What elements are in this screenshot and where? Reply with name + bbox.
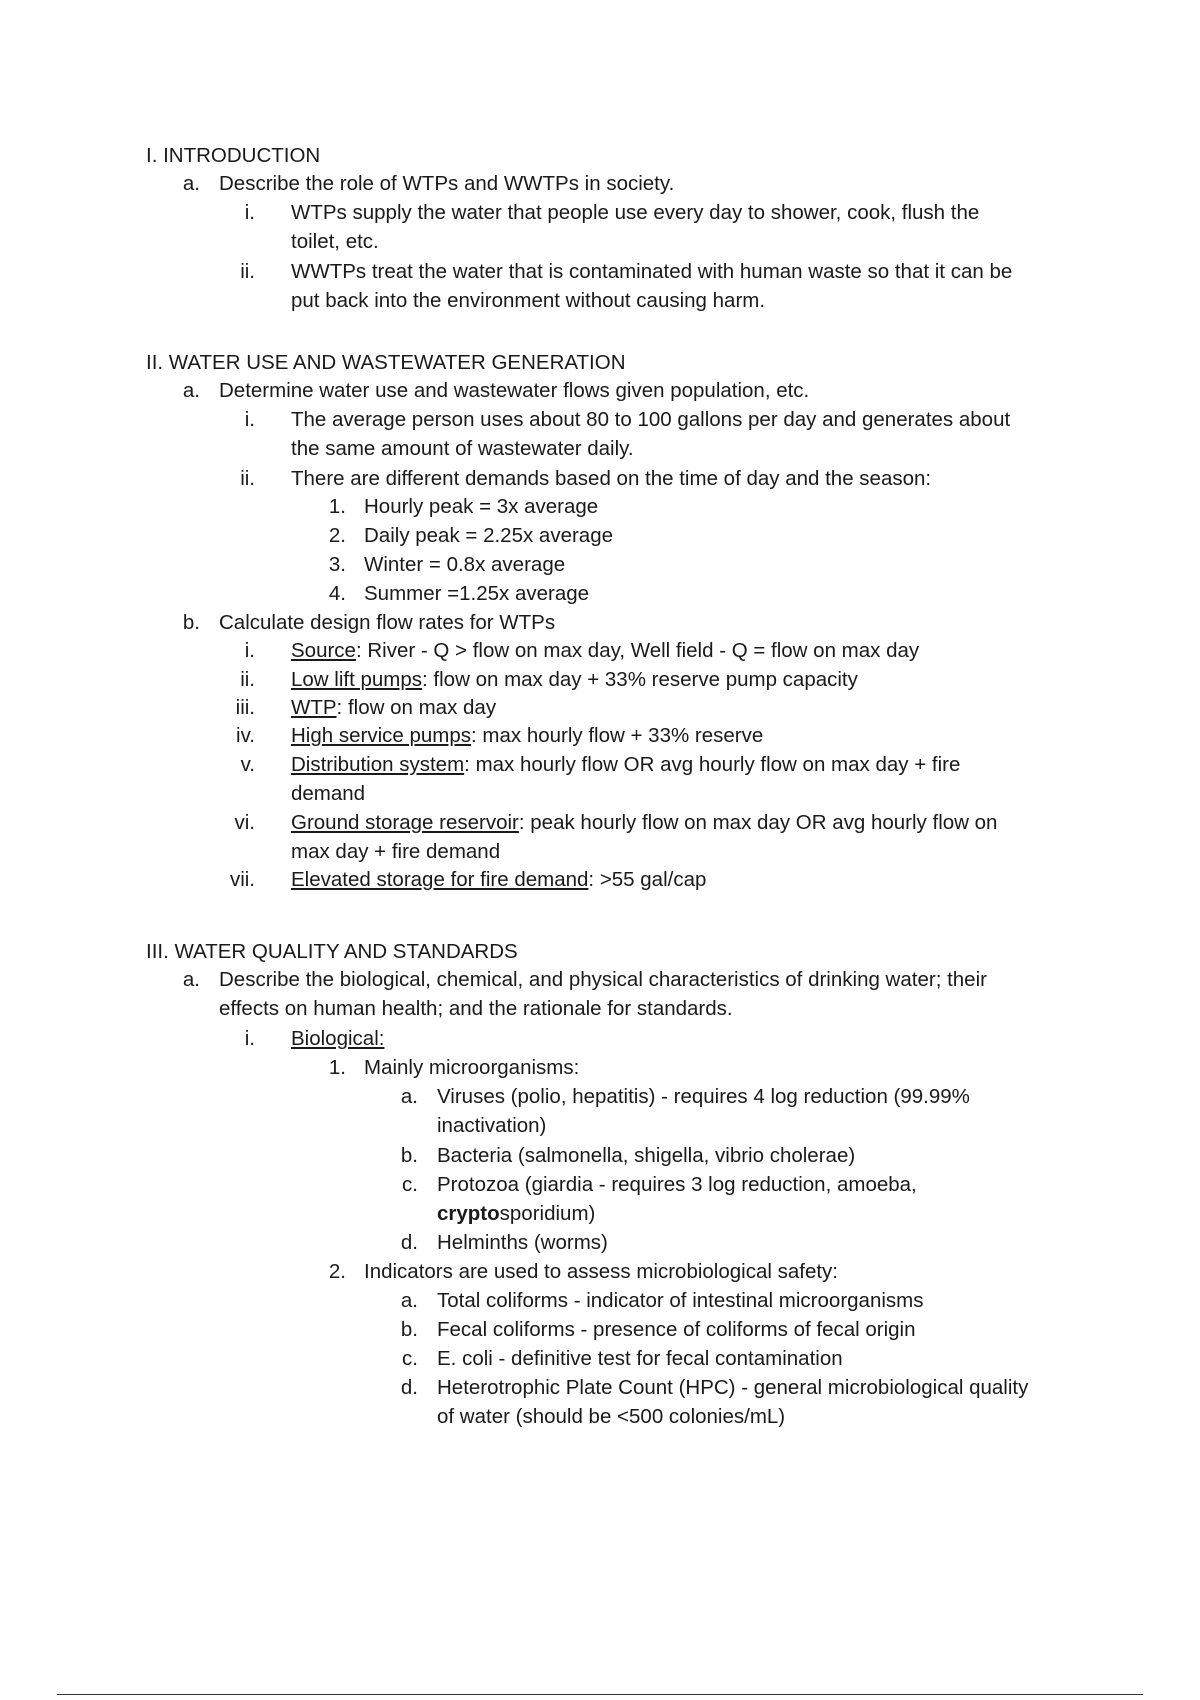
list-item-text <box>364 526 613 547</box>
list-item-text <box>437 1146 855 1167</box>
list-item-line: Mainly microorganisms: <box>364 1056 580 1079</box>
list-item-text <box>219 970 987 991</box>
list-item-text <box>437 1378 1028 1399</box>
list-marker: 3. <box>328 553 346 576</box>
list-item-line: : max hourly flow + 33% reserve <box>471 724 764 747</box>
list-item-text <box>291 262 1012 283</box>
list-item-text <box>219 613 555 634</box>
list-marker: a. <box>400 1085 418 1108</box>
term-label: Ground storage reservoir <box>291 811 519 834</box>
list-item-line: Heterotrophic Plate Count (HPC) - general microbiological quality <box>437 1376 1029 1399</box>
list-marker: vii. <box>229 868 255 891</box>
list-item-line: : peak hourly flow on max day OR avg hourly flow on <box>518 811 998 834</box>
list-marker: iii. <box>235 696 255 719</box>
list-item-line: Protozoa (giardia - requires 3 log reduction, amoeba, <box>437 1173 917 1196</box>
list-marker: a. <box>182 172 200 195</box>
list-item-text <box>291 1029 384 1050</box>
list-marker: c. <box>402 1173 418 1196</box>
list-item-text <box>291 203 979 224</box>
list-item-text <box>291 839 501 863</box>
list-item-text <box>291 436 634 460</box>
list-item-line: Indicators are used to assess microbiological safety: <box>364 1260 839 1283</box>
list-item-text <box>291 469 931 490</box>
list-marker: 2. <box>328 1260 346 1283</box>
list-marker: a. <box>182 379 200 402</box>
term-label: Source <box>291 639 356 662</box>
list-marker: i. <box>244 1027 255 1050</box>
list-item-line: inactivation) <box>437 1113 547 1137</box>
list-item-text <box>219 381 809 402</box>
list-item-text <box>291 813 997 834</box>
list-item-line: Winter = 0.8x average <box>364 553 566 576</box>
list-item-text <box>437 1404 786 1428</box>
list-marker: a. <box>182 968 200 991</box>
list-marker: 4. <box>328 582 346 605</box>
list-item-line: Bacteria (salmonella, shigella, vibrio cholerae) <box>437 1144 856 1167</box>
list-marker: 1. <box>328 1056 346 1079</box>
list-item-line: Summer =1.25x average <box>364 582 590 605</box>
list-item-text <box>291 288 766 312</box>
list-item-line: There are different demands based on the time of day and the season: <box>291 467 932 490</box>
term-label: Biological: <box>291 1027 385 1050</box>
list-item-text <box>437 1175 917 1196</box>
list-item-text <box>291 641 919 662</box>
term-label: Low lift pumps <box>291 668 423 691</box>
list-item-text <box>437 1349 843 1370</box>
list-item-line: toilet, etc. <box>291 229 379 253</box>
list-item-line: Fecal coliforms - presence of coliforms of fecal origin <box>437 1318 916 1341</box>
list-item-text <box>291 670 858 691</box>
list-marker: i. <box>244 639 255 662</box>
list-marker: v. <box>240 753 255 776</box>
section-heading: I. INTRODUCTION <box>146 144 321 167</box>
list-item-text <box>291 229 379 253</box>
list-item-line: : flow on max day + 33% reserve pump capacity <box>422 668 858 691</box>
list-item-text <box>364 497 598 518</box>
list-item-line: Determine water use and wastewater flows given population, etc. <box>219 379 810 402</box>
list-item-line: Calculate design flow rates for WTPs <box>219 611 556 634</box>
list-item-line: effects on human health; and the rationale for standards. <box>219 996 733 1020</box>
list-item-text <box>437 1201 596 1225</box>
list-item-line: sporidium) <box>499 1201 596 1225</box>
list-item-text <box>291 726 763 747</box>
list-marker: d. <box>400 1231 418 1254</box>
list-item-text <box>291 781 366 805</box>
list-marker: ii. <box>240 260 255 283</box>
list-item-line: demand <box>291 781 366 805</box>
list-item-line: : max hourly flow OR avg hourly flow on max day + fire <box>464 753 961 776</box>
list-item-line: : River - Q > flow on max day, Well field - Q = flow on max day <box>355 639 920 662</box>
list-marker: b. <box>400 1318 418 1341</box>
term-label: Elevated storage for fire demand <box>291 868 589 891</box>
bold-prefix: crypto <box>437 1201 500 1225</box>
list-marker: ii. <box>240 467 255 490</box>
list-marker: i. <box>244 408 255 431</box>
list-item-line: Describe the biological, chemical, and physical characteristics of drinking water; their <box>219 968 987 991</box>
list-item-line: WWTPs treat the water that is contaminated with human waste so that it can be <box>291 260 1013 283</box>
list-item-line: Daily peak = 2.25x average <box>364 524 614 547</box>
list-marker: b. <box>182 611 200 634</box>
list-item-line: E. coli - definitive test for fecal contamination <box>437 1347 843 1370</box>
list-item-text <box>364 555 565 576</box>
list-item-text <box>219 174 674 195</box>
list-item-line: Viruses (polio, hepatitis) - requires 4 log reduction (99.99% <box>437 1085 970 1108</box>
section-heading: III. WATER QUALITY AND STANDARDS <box>146 940 518 963</box>
list-item-line: : flow on max day <box>336 696 497 719</box>
list-item-line: Helminths (worms) <box>437 1231 608 1254</box>
list-marker: i. <box>244 201 255 224</box>
list-marker: a. <box>400 1289 418 1312</box>
list-item-line: Hourly peak = 3x average <box>364 495 599 518</box>
list-item-text <box>291 698 496 719</box>
list-item-text <box>437 1233 608 1254</box>
list-item-text <box>291 755 960 776</box>
list-item-text <box>364 1262 838 1283</box>
list-item-line: Total coliforms - indicator of intestinal microorganisms <box>437 1289 924 1312</box>
list-marker: d. <box>400 1376 418 1399</box>
list-item-line: : >55 gal/cap <box>588 868 707 891</box>
list-item-text <box>291 410 1010 431</box>
list-item-line: WTPs supply the water that people use every day to shower, cook, flush the <box>291 201 980 224</box>
list-marker: b. <box>400 1144 418 1167</box>
list-marker: iv. <box>236 724 255 747</box>
list-marker: 2. <box>328 524 346 547</box>
list-item-text <box>437 1320 916 1341</box>
section-heading: II. WATER USE AND WASTEWATER GENERATION <box>146 351 626 374</box>
list-item-text <box>364 1058 579 1079</box>
footer-rule <box>57 1694 1143 1695</box>
list-item-text <box>437 1291 923 1312</box>
list-item-line: put back into the environment without causing harm. <box>291 288 766 312</box>
term-label: High service pumps <box>291 724 472 747</box>
list-item-text <box>364 584 589 605</box>
list-item-line: Describe the role of WTPs and WWTPs in society. <box>219 172 675 195</box>
list-item-text <box>291 870 706 891</box>
list-item-line: of water (should be <500 colonies/mL) <box>437 1404 786 1428</box>
term-label: Distribution system <box>291 753 465 776</box>
list-item-text <box>219 996 733 1020</box>
list-item-text <box>437 1113 547 1137</box>
list-item-line: The average person uses about 80 to 100 gallons per day and generates about <box>291 408 1011 431</box>
list-item-text <box>437 1087 970 1108</box>
list-item-line: max day + fire demand <box>291 839 501 863</box>
list-marker: c. <box>402 1347 418 1370</box>
list-marker: ii. <box>240 668 255 691</box>
list-marker: vi. <box>234 811 255 834</box>
list-marker: 1. <box>328 495 346 518</box>
list-item-line: the same amount of wastewater daily. <box>291 436 634 460</box>
term-label: WTP <box>291 696 337 719</box>
